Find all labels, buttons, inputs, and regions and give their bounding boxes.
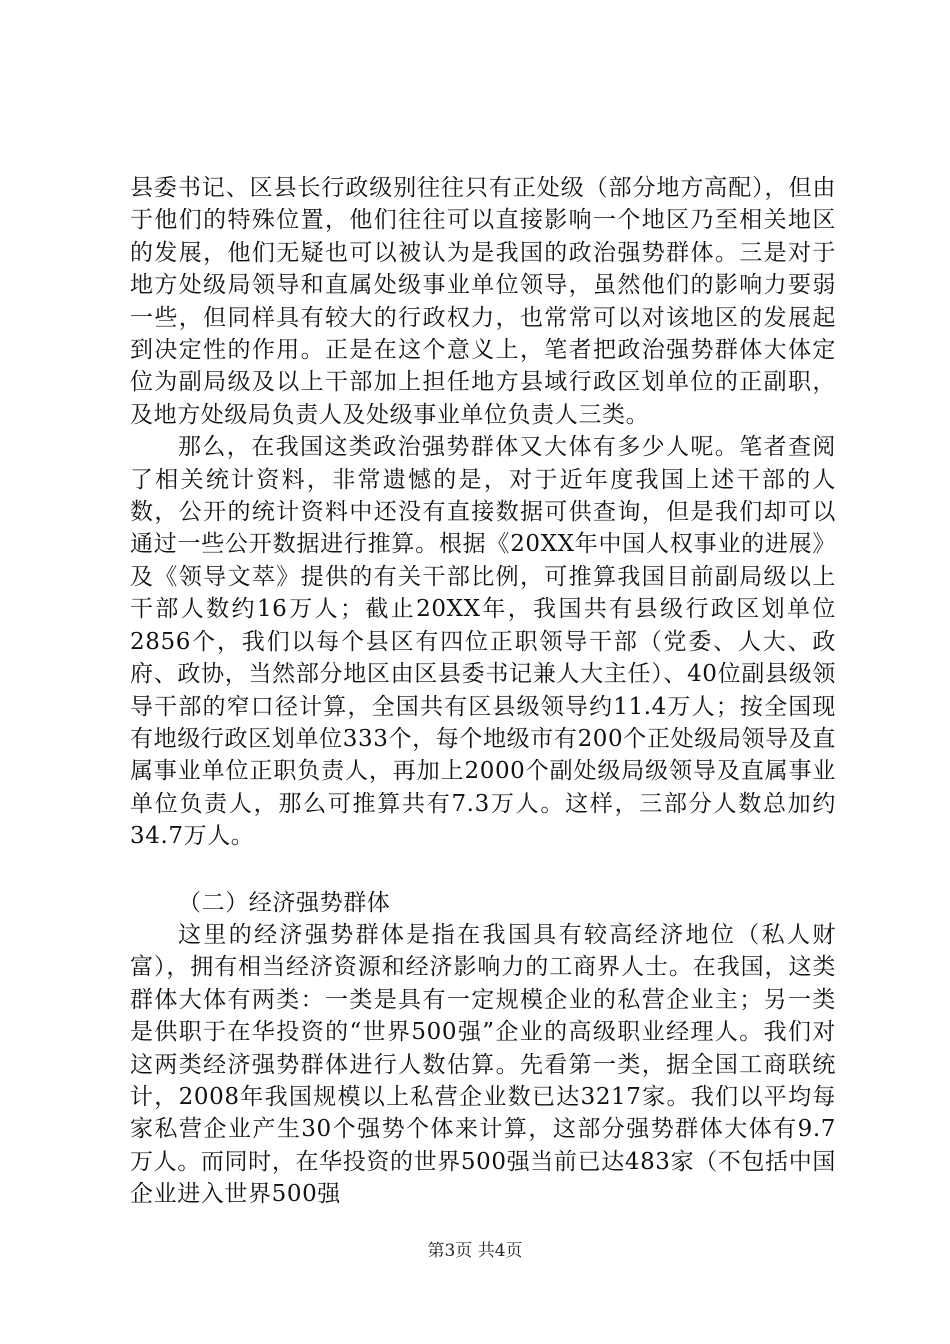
body-paragraph-1: 县委书记、区县长行政级别往往只有正处级（部分地方高配），但由于他们的特殊位置，他们往往可以直接影响一个地区乃至相关地区的发展，他们无疑也可以被认为是我国的政治强势群体。三是对于地方处级局领导和直属处级事业单位领导，虽然他们的影响力要弱一些，但同样具有较大的行政权力，也常常可以对该地区的发展起到决定性的作用。正是在这个意义上，笔者把政治强势群体大体定位为副局级及以上干部加上担任地方县域行政区划单位的正副职，及地方处级局负责人及处级事业单位负责人三类。: [130, 175, 836, 428]
document-body: [130, 172, 836, 1211]
section-heading: （二）经济强势群体: [178, 889, 391, 916]
body-paragraph-2: 那么，在我国这类政治强势群体又大体有多少人呢。笔者查阅了相关统计资料，非常遗憾的是，对于近年度我国上述干部的人数，公开的统计资料中还没有直接数据可供查询，但是我们却可以通过一些公开数据进行推算。根据《20XX年中国人权事业的进展》及《领导文萃》提供的有关干部比例，可推算我国目前副局级以上干部人数约16万人；截止20XX年，我国共有县级行政区划单位2856个，我们以每个县区有四位正职领导干部（党委、人大、政府、政协，当然部分地区由区县委书记兼人大主任）、40位副县级领导干部的窄口径计算，全国共有区县级领导约11.4万人；按全国现有地级行政区划单位333个，每个地级市有200个正处级局领导及直属事业单位正职负责人，再加上2000个副处级局级领导及直属事业单位负责人，那么可推算共有7.3万人。这样，三部分人数总加约34.7万人。: [130, 434, 836, 850]
page-number-footer: 第3页 共4页: [427, 1241, 523, 1261]
body-paragraph-3: 这里的经济强势群体是指在我国具有较高经济地位（私人财富），拥有相当经济资源和经济影响力的工商界人士。在我国，这类群体大体有两类：一类是具有一定规模企业的私营企业主；另一类是供职于在华投资的“世界500强”企业的高级职业经理人。我们对这两类经济强势群体进行人数估算。先看第一类，据全国工商联统计，2008年我国规模以上私营企业数已达3217家。我们以平均每家私营企业产生30个强势个体来计算，这部分强势群体大体有9.7万人。而同时，在华投资的世界500强当前已达483家（不包括中国企业进入世界500强: [130, 921, 836, 1208]
